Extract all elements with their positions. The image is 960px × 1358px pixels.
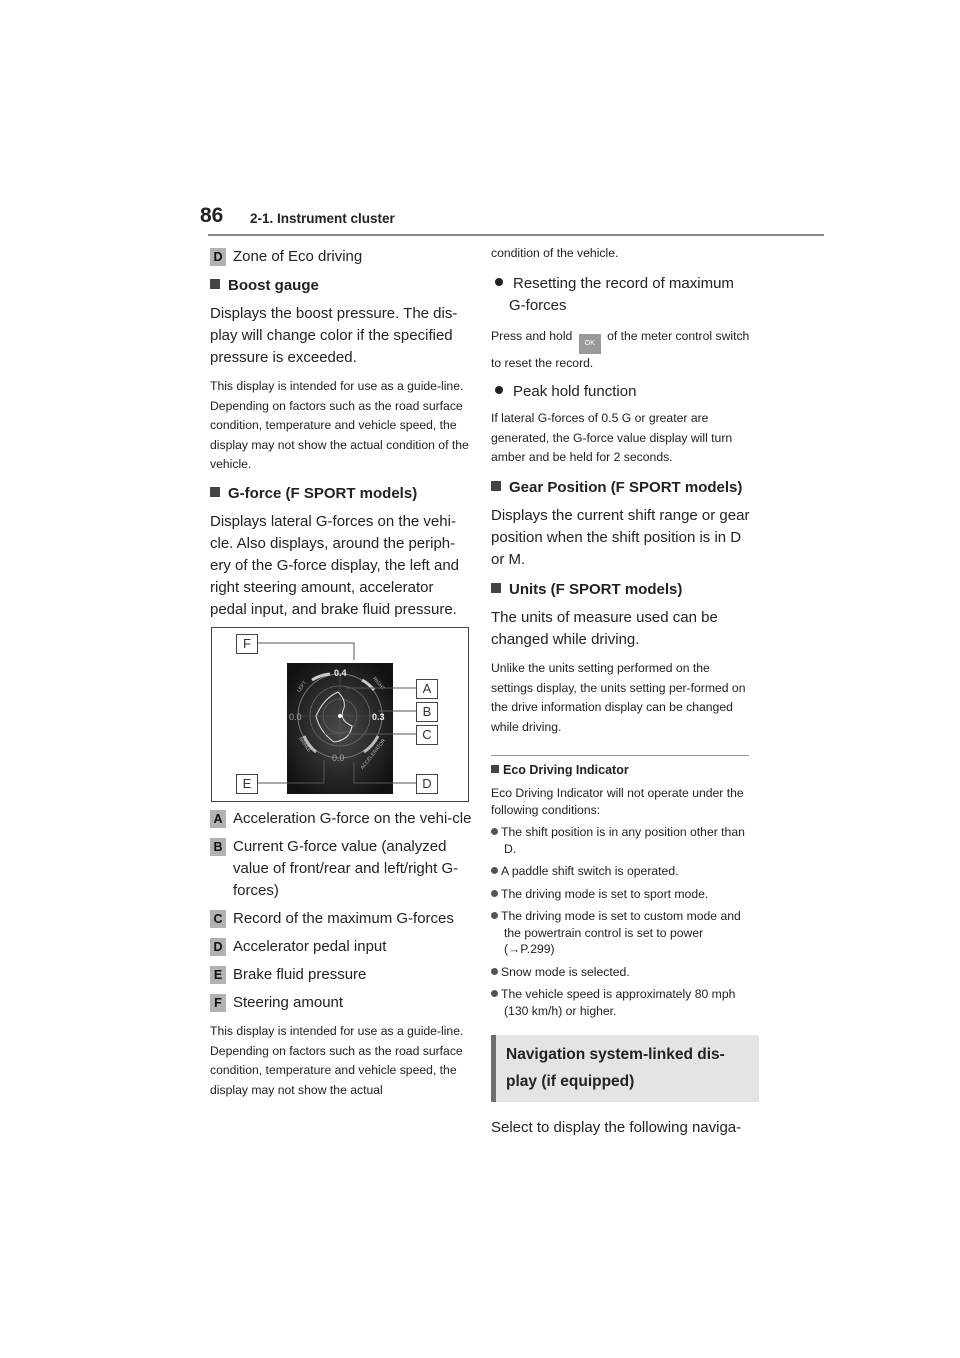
peak-note: If lateral G-forces of 0.5 G or greater are generated, the G-force value display will turn amber and be held for 2 seconds. xyxy=(491,411,733,465)
gauge-bottom-value: 0.0 xyxy=(332,753,345,763)
boost-note: This display is intended for use as a guide-line. Depending on factors such as the road surface condition, temperature and vehicle speed, the display may not show the actual condition of the vehicle. xyxy=(210,379,469,472)
note-divider xyxy=(491,755,749,756)
gforce-body: Displays lateral G-forces on the vehi-cle. Also displays, around the periph-ery of the G-force display, the left and right steering amount, accelerator pedal input, and brake fluid pressure. xyxy=(210,512,460,618)
gauge-right-value: 0.3 xyxy=(372,712,385,722)
eco-zone-text: Zone of Eco driving xyxy=(233,248,363,265)
eco-indicator-intro: Eco Driving Indicator will not operate under the following conditions: xyxy=(491,786,744,817)
list-item: The vehicle speed is approximately 80 mph (130 km/h) or higher. xyxy=(491,986,753,1019)
round-bullet-icon xyxy=(491,968,498,975)
gauge-left-label: LEFT xyxy=(296,680,308,694)
gforce-point xyxy=(338,714,342,718)
label-badge: C xyxy=(210,910,226,928)
round-bullet-icon xyxy=(495,386,503,394)
round-bullet-icon xyxy=(491,828,498,835)
gauge-right-label: RIGHT xyxy=(371,675,386,692)
page-number: 86 xyxy=(200,204,224,227)
callout-e: E xyxy=(236,774,258,794)
round-bullet-icon xyxy=(491,912,498,919)
callout-a: A xyxy=(416,679,438,699)
round-bullet-icon xyxy=(491,890,498,897)
label-badge: E xyxy=(210,966,226,984)
boost-body: Displays the boost pressure. The dis-play will change color if the specified pressure is exceeded. xyxy=(210,305,458,366)
gauge-brake-label: BRAKE xyxy=(297,736,312,754)
eco-indicator-list xyxy=(491,824,753,1019)
legend-item: D Accelerator pedal input xyxy=(210,936,472,958)
nav-body: Select to display the following naviga- xyxy=(491,1119,742,1137)
gear-body: Displays the current shift range or gear position when the shift position is in D or M. xyxy=(491,506,750,568)
legend-item: A Acceleration G-force on the vehi-cle xyxy=(210,808,472,830)
right-column xyxy=(491,244,753,1139)
reset-heading: Resetting the record of maximum G-forces xyxy=(491,273,753,317)
round-bullet-icon xyxy=(491,990,498,997)
callout-c: C xyxy=(416,725,438,745)
legend-list xyxy=(210,808,472,1100)
square-bullet-icon xyxy=(210,279,220,289)
ok-button-icon: OK xyxy=(579,334,601,354)
square-bullet-icon xyxy=(491,481,501,491)
legend-item: B Current G-force value (analyzed value of front/rear and left/right G-forces) xyxy=(210,836,472,902)
list-item: Snow mode is selected. xyxy=(491,964,753,981)
label-badge: F xyxy=(210,994,226,1012)
reset-note: Press and hold OK of the meter control switch to reset the record. xyxy=(491,328,750,370)
gauge-top-value: 0.4 xyxy=(334,668,347,678)
list-item: The driving mode is set to custom mode and the powertrain control is set to power (→P.299) xyxy=(491,908,753,958)
legend-item: C Record of the maximum G-forces xyxy=(210,908,472,930)
round-bullet-icon xyxy=(491,867,498,874)
units-note: Unlike the units setting performed on the settings display, the units setting per-formed on the drive information display can be changed while driving. xyxy=(491,660,746,734)
peak-heading: Peak hold function xyxy=(491,381,753,403)
legend-item: E Brake fluid pressure xyxy=(210,964,472,986)
gear-heading: Gear Position (F SPORT models) xyxy=(491,477,753,499)
header-rule xyxy=(208,234,824,236)
eco-zone-item xyxy=(210,246,472,268)
gforce-heading: G-force (F SPORT models) xyxy=(210,483,472,505)
nav-section-heading: Navigation system-linked dis- play (if equipped) xyxy=(491,1035,759,1102)
list-item: A paddle shift switch is operated. xyxy=(491,863,753,880)
leader-f xyxy=(256,643,354,660)
eco-indicator-heading: Eco Driving Indicator xyxy=(491,761,753,779)
round-bullet-icon xyxy=(495,278,503,286)
square-bullet-icon xyxy=(491,583,501,593)
left-column xyxy=(210,246,472,621)
gforce-figure xyxy=(211,627,469,802)
units-heading: Units (F SPORT models) xyxy=(491,579,753,601)
section-title: 2-1. Instrument cluster xyxy=(250,211,395,226)
boost-heading: Boost gauge xyxy=(210,275,472,297)
list-item: The driving mode is set to sport mode. xyxy=(491,886,753,903)
gauge-accel-label: ACCELERATOR xyxy=(359,737,388,771)
square-bullet-icon xyxy=(491,765,499,773)
continued-note: condition of the vehicle. xyxy=(491,246,619,260)
gforce-note: This display is intended for use as a guide-line. Depending on factors such as the road surface condition, temperature and vehicle speed, the display may not show the actual xyxy=(210,1024,464,1097)
callout-d: D xyxy=(416,774,438,794)
list-item: The shift position is in any position other than D. xyxy=(491,824,753,857)
units-body: The units of measure used can be changed while driving. xyxy=(491,608,718,648)
label-badge: D xyxy=(210,248,226,266)
callout-b: B xyxy=(416,702,438,722)
legend-item: F Steering amount xyxy=(210,992,472,1014)
gauge-left-value: 0.0 xyxy=(289,712,302,722)
label-badge: D xyxy=(210,938,226,956)
label-badge: B xyxy=(210,838,226,856)
label-badge: A xyxy=(210,810,226,828)
square-bullet-icon xyxy=(210,487,220,497)
callout-f: F xyxy=(236,634,258,654)
